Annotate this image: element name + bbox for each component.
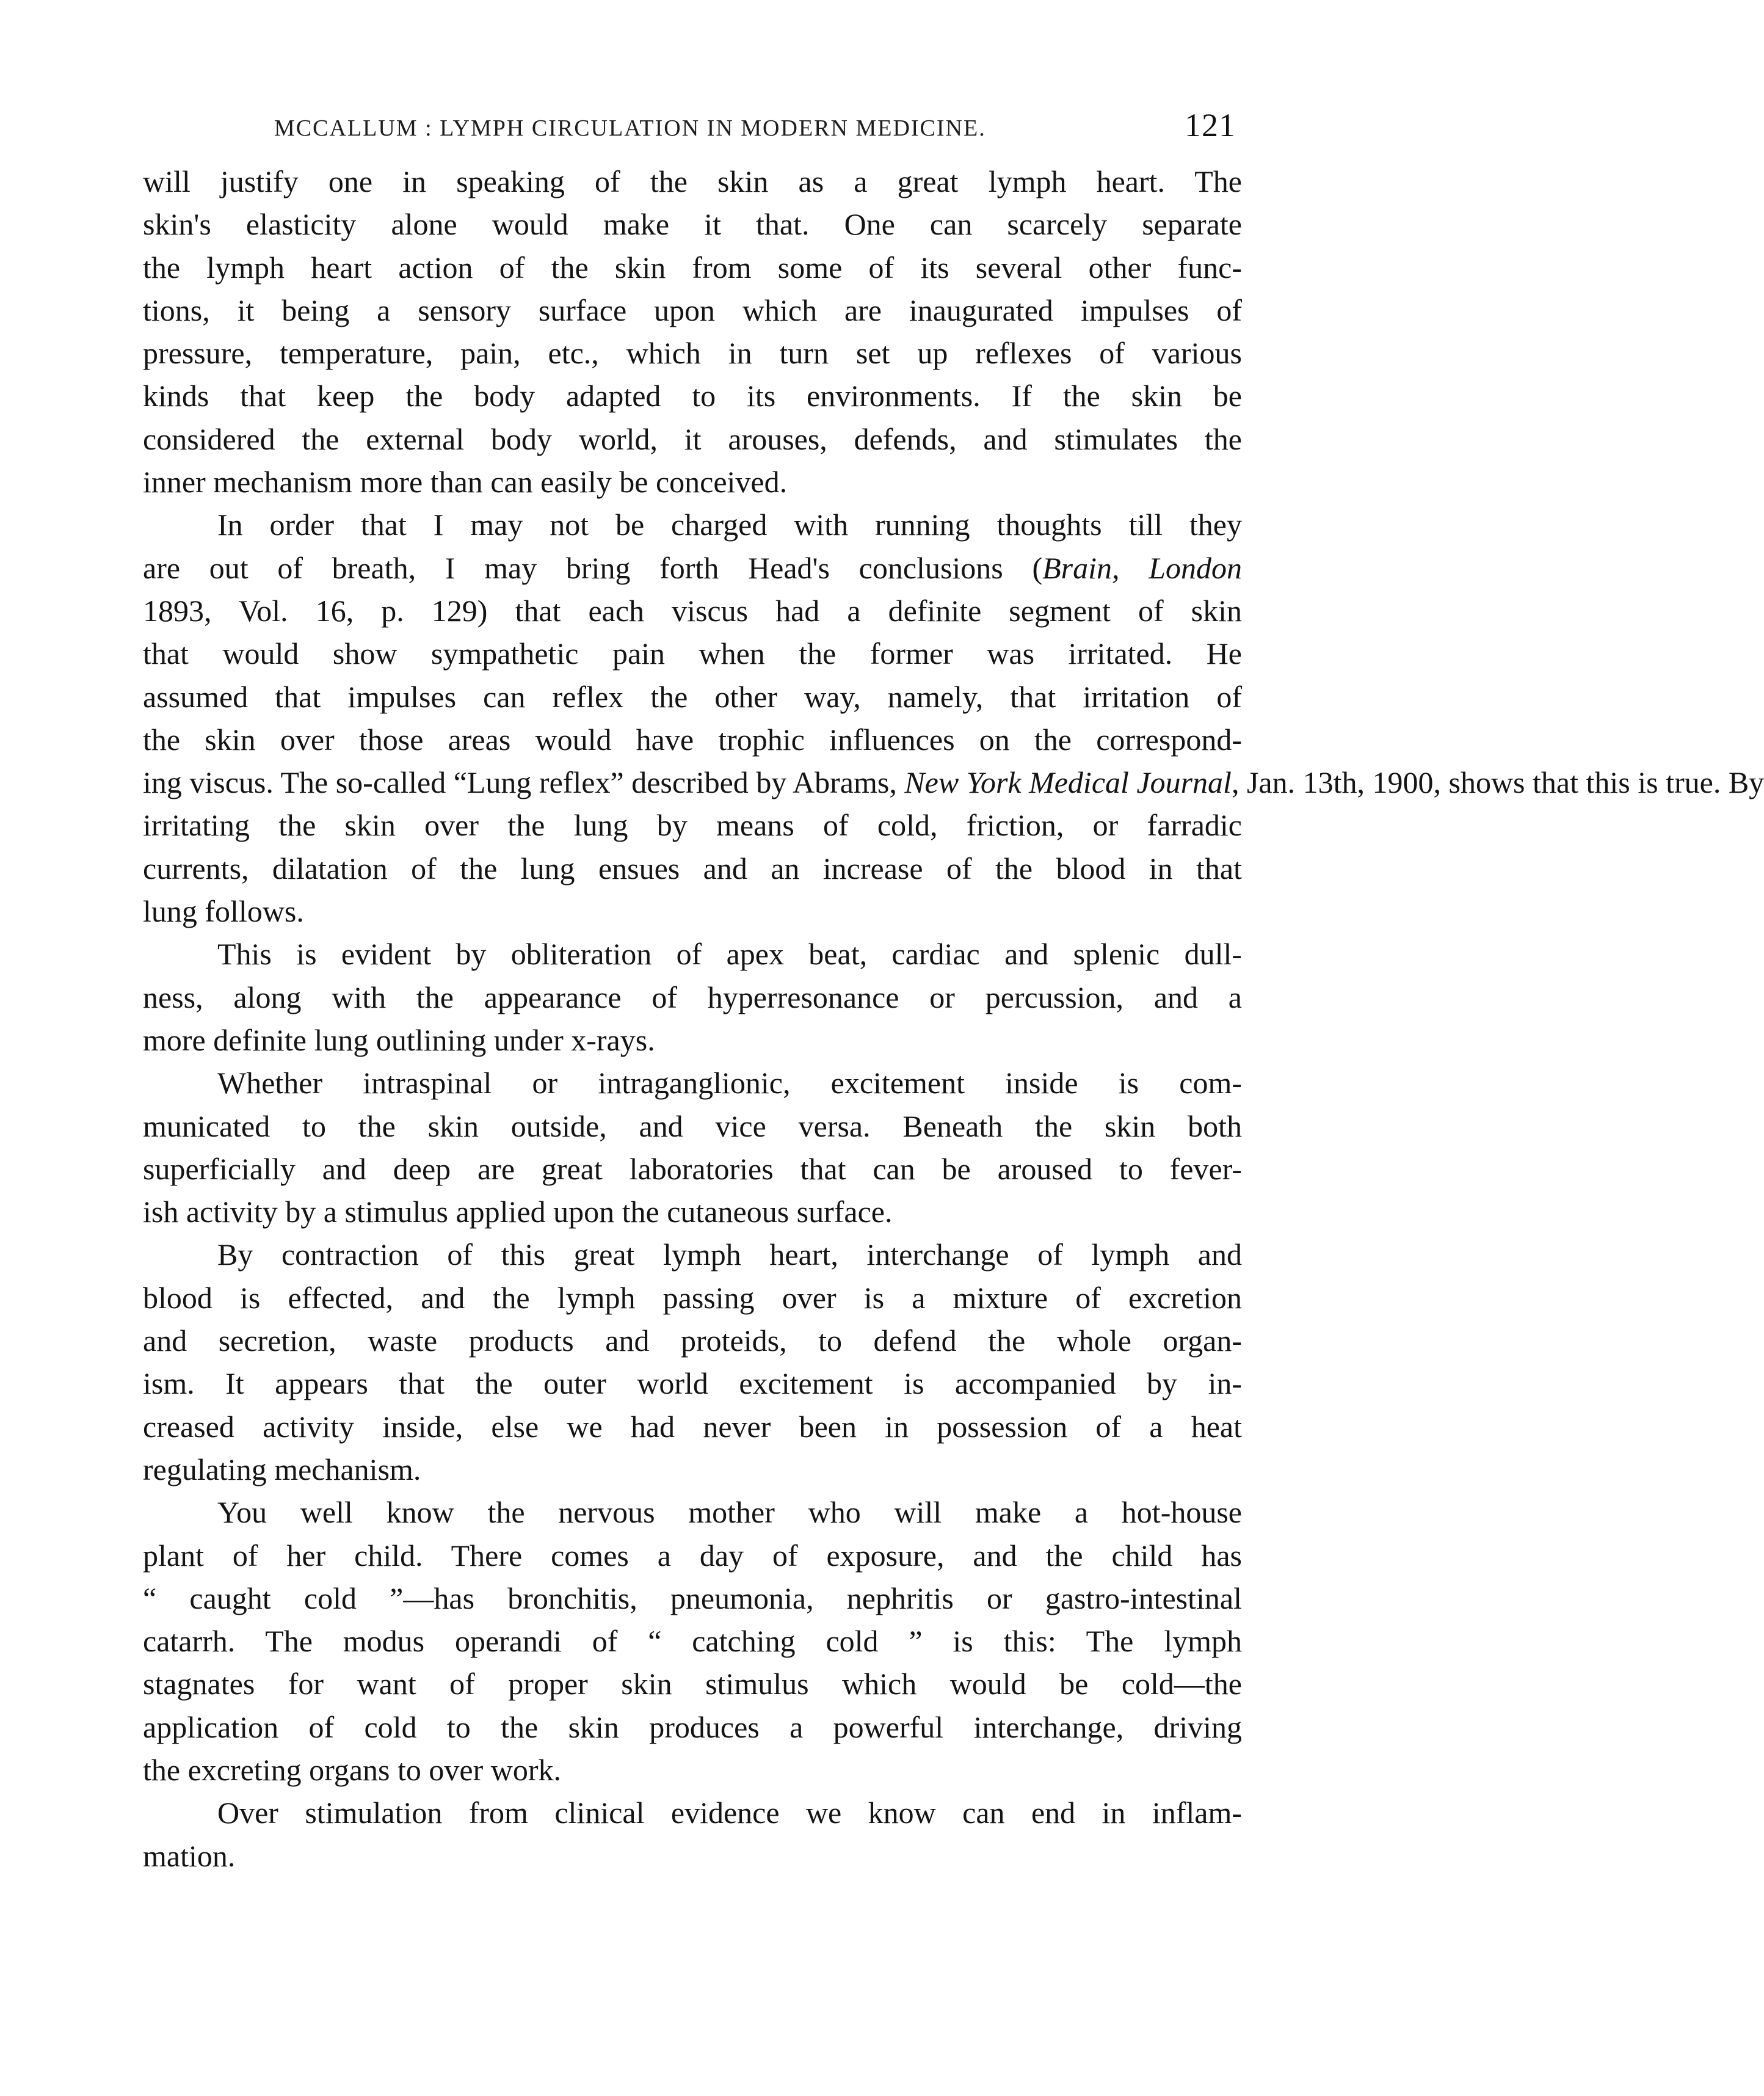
- paragraph-6: [143, 1491, 1242, 1791]
- text-line: [143, 761, 1764, 804]
- text-line: blood is effected, and the lymph passing over is a mixture of excretion: [143, 1280, 1242, 1315]
- text-line: creased activity inside, else we had never been in possession of a heat: [143, 1409, 1242, 1444]
- text-fragment: ing viscus. The so-called “Lung reflex” described by Abrams,: [143, 765, 905, 800]
- text-line: more definite lung outlining under x-rays.: [143, 1022, 655, 1057]
- paragraph-7: [143, 1791, 1242, 1877]
- text-line: lung follows.: [143, 894, 304, 929]
- text-line: ish activity by a stimulus applied upon the cutaneous surface.: [143, 1195, 893, 1229]
- text-line: You well know the nervous mother who will make a hot-house: [217, 1495, 1242, 1530]
- text-line: municated to the skin outside, and vice versa. Beneath the skin both: [143, 1108, 1242, 1143]
- running-head: MCCALLUM : LYMPH CIRCULATION IN MODERN MEDICINE.: [274, 115, 986, 141]
- text-line: inner mechanism more than can easily be conceived.: [143, 465, 788, 500]
- text-line: stagnates for want of proper skin stimulus which would be cold—the: [143, 1667, 1242, 1701]
- text-line: Over stimulation from clinical evidence we know can end in inflam-: [217, 1796, 1242, 1830]
- text-line: mation.: [143, 1838, 236, 1873]
- body-text: [143, 160, 1764, 1877]
- text-line: the lymph heart action of the skin from some of its several other func-: [143, 250, 1242, 285]
- journal-citation: Brain, London: [1042, 550, 1243, 585]
- text-line: and secretion, waste products and proteids, to defend the whole organ-: [143, 1323, 1242, 1358]
- text-line: considered the external body world, it arouses, defends, and stimulates the: [143, 421, 1242, 456]
- text-line: will justify one in speaking of the skin as a great lymph heart. The: [143, 164, 1242, 198]
- text-line: [143, 547, 1242, 589]
- paragraph-1: [143, 160, 1242, 503]
- paragraph-2: [143, 503, 1764, 933]
- text-line: This is evident by obliteration of apex beat, cardiac and splenic dull-: [217, 937, 1242, 972]
- text-line: catarrh. The modus operandi of “ catching cold ” is this: The lymph: [143, 1624, 1242, 1659]
- text-line: “ caught cold ”—has bronchitis, pneumonia, nephritis or gastro-intestinal: [143, 1581, 1242, 1615]
- text-line: Whether intraspinal or intraganglionic, excitement inside is com-: [217, 1066, 1242, 1101]
- text-line: superficially and deep are great laboratories that can be aroused to fever-: [143, 1151, 1242, 1186]
- paragraph-3: [143, 933, 1242, 1061]
- text-line: regulating mechanism.: [143, 1452, 421, 1486]
- text-line: ism. It appears that the outer world excitement is accompanied by in-: [143, 1366, 1242, 1401]
- text-fragment: are out of breath, I may bring forth Head's conclusions (: [143, 550, 1043, 585]
- journal-citation: New York Medical Journal: [904, 765, 1232, 800]
- text-line: skin's elasticity alone would make it that. One can scarcely separate: [143, 207, 1242, 242]
- text-line: 1893, Vol. 16, p. 129) that each viscus had a definite segment of skin: [143, 593, 1242, 628]
- text-line: irritating the skin over the lung by means of cold, friction, or farradic: [143, 808, 1242, 843]
- text-line: plant of her child. There comes a day of exposure, and the child has: [143, 1538, 1242, 1573]
- text-line: the excreting organs to over work.: [143, 1752, 561, 1787]
- text-line: In order that I may not be charged with running thoughts till they: [217, 508, 1242, 542]
- text-line: the skin over those areas would have trophic influences on the correspond-: [143, 722, 1242, 757]
- text-fragment: , Jan. 13th, 1900, shows that this is true. By: [1231, 765, 1764, 800]
- text-line: assumed that impulses can reflex the other way, namely, that irritation of: [143, 679, 1242, 714]
- text-line: application of cold to the skin produces a powerful interchange, driving: [143, 1709, 1242, 1744]
- paragraph-4: [143, 1061, 1242, 1233]
- text-line: pressure, temperature, pain, etc., which in turn set up reflexes of various: [143, 336, 1242, 371]
- text-line: ness, along with the appearance of hyperresonance or percussion, and a: [143, 980, 1242, 1014]
- text-line: currents, dilatation of the lung ensues and an increase of the blood in that: [143, 851, 1242, 886]
- text-line: tions, it being a sensory surface upon which are inaugurated impulses of: [143, 293, 1242, 327]
- page-number: 121: [1185, 107, 1236, 144]
- text-line: By contraction of this great lymph heart, interchange of lymph and: [217, 1237, 1242, 1272]
- paragraph-5: [143, 1233, 1242, 1491]
- text-line: that would show sympathetic pain when the former was irritated. He: [143, 636, 1242, 671]
- text-line: kinds that keep the body adapted to its environments. If the skin be: [143, 379, 1242, 413]
